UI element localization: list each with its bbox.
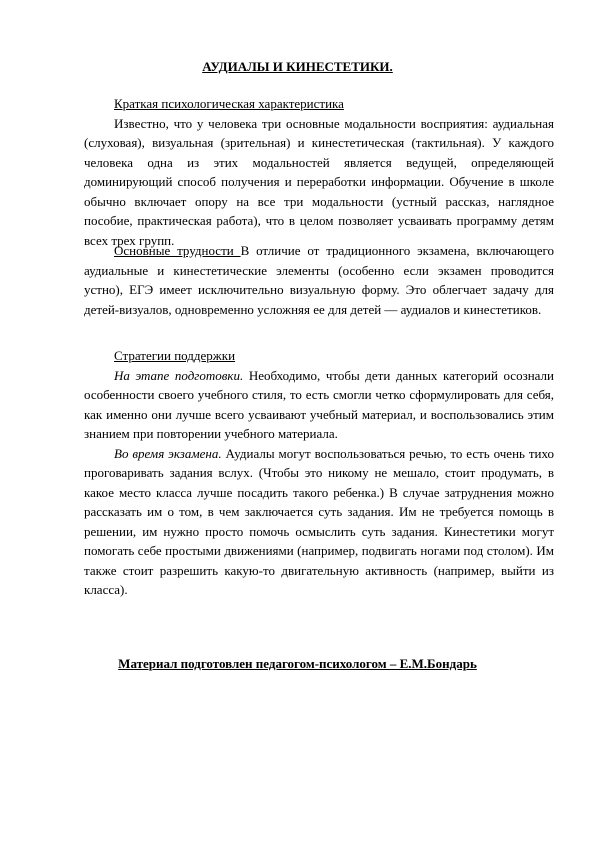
- section-heading-strategies: Стратегии поддержки: [114, 348, 236, 363]
- strategy-exam-paragraph: [84, 444, 554, 600]
- strategy-exam-lead: Во время экзамена.: [114, 445, 222, 461]
- section-difficulties: [84, 241, 554, 319]
- section-characteristics: [84, 94, 554, 250]
- section-strategies: [84, 346, 554, 600]
- section-heading-characteristics: Краткая психологическая характеристика: [114, 96, 344, 111]
- strategy-preparation-paragraph: [84, 366, 554, 444]
- difficulties-paragraph: В отличие от традиционного экзамена, включающего аудиальные и кинестетические элементы (особенно если экзамен проводится устно), ЕГЭ имеет исключительно визуальную форму. Это облегчает задачу для детей-визуалов, одновременно усложняя ее для детей — аудиалов и кинестетиков.: [84, 243, 554, 317]
- characteristics-paragraph: Известно, что у человека три основные модальности восприятия: аудиальная (слуховая), визуальная (зрительная) и кинестетическая (тактильная). У каждого человека одна из этих модальностей является ведущей, определяющей доминирующий способ получения и переработки информации. Обучение в школе обычно включает опору на все три модальности (устный рассказ, наглядное пособие, практическая работа), что в целом позволяет усваивать программу детям всех трех групп.: [84, 115, 554, 248]
- strategy-preparation-text: Необходимо, чтобы дети данных категорий осознали особенности своего учебного стиля, то есть смогли четко сформулировать для себя, как именно они лучше всего усваивают учебный материал, и воспользовались этим знанием при повторении учебного материала.: [84, 367, 554, 441]
- document-title: АУДИАЛЫ И КИНЕСТЕТИКИ.: [202, 59, 393, 74]
- section-heading-difficulties: Основные трудности: [114, 243, 241, 258]
- strategy-exam-text: Аудиалы могут воспользоваться речью, то есть очень тихо проговаривать задания вслух. (Чтобы это никому не мешало, стоит продумать, в какое место класса лучше посадить такого ребенка.) В случае затруднения можно рассказать им о том, в чем заключается суть задания. Им не требуется помощь в решении, им нужно просто помочь осмыслить суть задания. Кинестетики могут помогать себе простыми движениями (например, подвигать ногами под столом). Им также стоит разрешить какую-то двигательную активность (например, выйти из класса).: [84, 445, 554, 597]
- author-credit: Материал подготовлен педагогом-психологом – Е.М.Бондарь: [118, 656, 477, 671]
- strategy-preparation-lead: На этапе подготовки.: [114, 367, 244, 383]
